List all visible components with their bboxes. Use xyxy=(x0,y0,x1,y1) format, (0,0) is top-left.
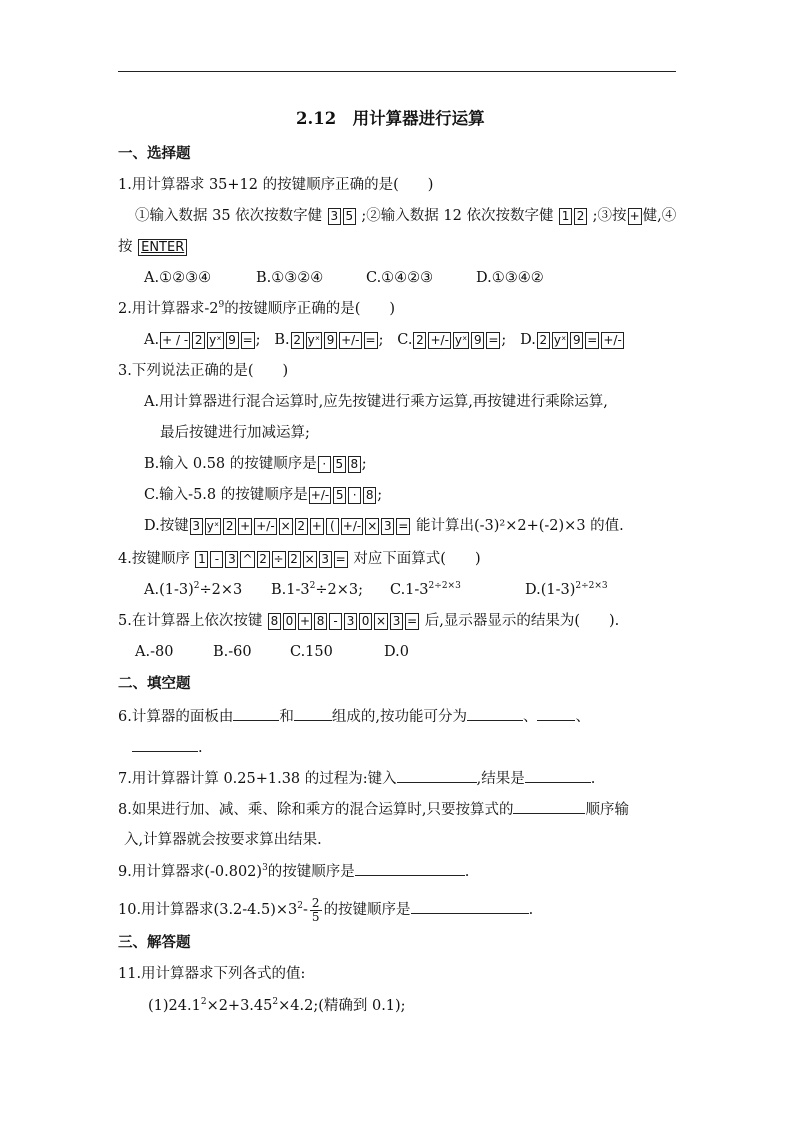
calculator-key: · xyxy=(318,456,331,473)
calculator-key: - xyxy=(329,613,342,630)
q3-option-c-keys xyxy=(308,487,377,503)
enter-key: ENTER xyxy=(138,239,187,256)
q10-text: . xyxy=(528,902,534,918)
answer-blank[interactable] xyxy=(525,768,591,783)
exponent: 2÷2×3 xyxy=(575,581,608,591)
fraction-denominator: 5 xyxy=(311,909,320,924)
calculator-key: +/- xyxy=(256,518,275,533)
q6-text: 组成的,按功能可分为 xyxy=(331,709,467,725)
answer-blank[interactable] xyxy=(467,706,523,721)
q3-option-d xyxy=(144,516,624,536)
calculator-key: × xyxy=(376,613,387,628)
q2-options xyxy=(144,330,625,350)
answer-blank[interactable] xyxy=(355,861,465,876)
q4-text: A.(1-3) xyxy=(144,582,194,598)
calculator-key: = xyxy=(398,518,409,533)
q10-text: 的按键顺序是 xyxy=(323,902,411,918)
q8-text: 顺序输 xyxy=(585,802,629,818)
q4-text: C.1-3 xyxy=(390,582,429,598)
q5-text: 后,显示器显示的结果为( ). xyxy=(424,613,620,629)
calculator-key: 8 xyxy=(348,456,361,473)
q3-option-a: A.用计算器进行混合运算时,应先按键进行乘方运算,再按键进行乘除运算, xyxy=(144,394,608,410)
q3-option-b xyxy=(144,454,367,474)
exponent: 2 xyxy=(193,581,200,591)
q3-stem: 3.下列说法正确的是( ) xyxy=(118,363,289,379)
q11-text: (1)24.1 xyxy=(148,998,201,1014)
q5-stem xyxy=(118,611,619,631)
exponent: 2 xyxy=(200,997,207,1007)
q9-text: . xyxy=(464,864,470,880)
q6-text: 和 xyxy=(279,709,294,725)
q7-text: . xyxy=(590,771,596,787)
calculator-key: 0 xyxy=(283,613,296,630)
calculator-key: 0 xyxy=(359,613,372,630)
calculator-key: 8 xyxy=(268,613,281,630)
calculator-key: 9 xyxy=(324,332,337,349)
q5-option-a: A.-80 xyxy=(135,644,174,660)
q5-text: 5.在计算器上依次按键 xyxy=(118,613,263,629)
calculator-key: 5 xyxy=(333,456,346,473)
key: 3 xyxy=(328,208,341,225)
q2-option-label: B. xyxy=(274,332,290,348)
calculator-key: yˣ xyxy=(454,332,468,347)
calculator-key: yˣ xyxy=(307,332,321,347)
q4-option-b xyxy=(271,580,363,600)
header-rule xyxy=(118,71,676,72)
q2-text: 的按键顺序正确的是( ) xyxy=(224,301,396,317)
exponent: 2 xyxy=(272,997,279,1007)
exponent: 3 xyxy=(262,863,268,873)
q4-text: 对应下面算式( ) xyxy=(353,551,481,567)
q6-text: . xyxy=(198,740,203,756)
q1-option-c: C.①④②③ xyxy=(366,270,434,286)
exponent: 2÷2×3 xyxy=(428,581,461,591)
calculator-key: 3 xyxy=(344,613,357,630)
calculator-key: 3 xyxy=(319,551,332,568)
q4-option-d xyxy=(525,580,608,600)
q1-text: 按 xyxy=(118,239,133,255)
q2-text: 2.用计算器求-2 xyxy=(118,301,219,317)
separator: ; xyxy=(501,332,507,348)
answer-blank[interactable] xyxy=(397,768,477,783)
q1-text: 健,④ xyxy=(642,208,677,224)
calculator-key: = xyxy=(365,332,376,347)
separator: ; xyxy=(377,487,383,503)
q1-text: ①输入数据 35 依次按数字健 xyxy=(135,208,323,224)
exponent: 9 xyxy=(218,300,225,310)
exponent: 2 xyxy=(309,581,316,591)
q1-procedure-cont xyxy=(118,237,188,257)
q9-text: 的按键顺序是 xyxy=(267,864,355,880)
q1-text: ;③按 xyxy=(592,208,627,224)
q4-text: 4.按键顺序 xyxy=(118,551,190,567)
calculator-key: +/- xyxy=(341,332,360,347)
q2-stem xyxy=(118,299,395,319)
calculator-key: 1 xyxy=(195,551,208,568)
calculator-key: 2 xyxy=(295,518,308,535)
q9 xyxy=(118,861,469,882)
calculator-key: 5 xyxy=(333,487,346,504)
q3-option-d-keys xyxy=(189,518,412,534)
q1-text: ;②输入数据 12 依次按数字健 xyxy=(361,208,554,224)
q4-text: B.1-3 xyxy=(271,582,310,598)
q6-text: 、 xyxy=(522,709,538,725)
q10 xyxy=(118,895,533,925)
calculator-key: × xyxy=(367,518,378,533)
q2-option-label: C. xyxy=(397,332,413,348)
separator: ; xyxy=(378,332,384,348)
calculator-key: 2 xyxy=(288,551,301,568)
calculator-key: - xyxy=(210,551,223,568)
calculator-key: +/- xyxy=(310,487,330,502)
q11-text: ×4.2;(精确到 0.1); xyxy=(278,998,406,1014)
q2-option-a-keys xyxy=(159,332,256,348)
calculator-key: 3 xyxy=(381,518,394,535)
key: + xyxy=(629,208,640,223)
q2-option-label: A. xyxy=(144,332,160,348)
q8-text: 8.如果进行加、减、乘、除和乘方的混合运算时,只要按算式的 xyxy=(118,802,514,818)
q1-option-b: B.①③②④ xyxy=(256,270,324,286)
calculator-key: 2 xyxy=(537,332,550,349)
q3-option-c xyxy=(144,485,382,505)
section-heading-choice: 一、选择题 xyxy=(118,145,191,162)
q3-text: D.按键 xyxy=(144,518,189,534)
calculator-key: 2 xyxy=(192,332,205,349)
q3-text: B.输入 0.58 的按键顺序是 xyxy=(144,456,317,472)
fraction-numerator: 2 xyxy=(311,895,320,910)
q6-text: 6.计算器的面板由 xyxy=(118,709,234,725)
q4-stem xyxy=(118,549,481,569)
q3-text: C.输入-5.8 的按键顺序是 xyxy=(144,487,308,503)
calculator-key: 3 xyxy=(390,613,403,630)
calculator-key: + xyxy=(299,613,311,628)
calculator-key: +/- xyxy=(603,332,622,347)
calculator-key: 8 xyxy=(363,487,376,504)
calculator-key: 9 xyxy=(226,332,239,349)
q3-option-a-cont: 最后按键进行加减运算; xyxy=(160,425,310,441)
calculator-key: 3 xyxy=(190,518,203,535)
q2-option-b-keys xyxy=(290,332,379,348)
calculator-key: yˣ xyxy=(553,332,567,347)
q4-text: ÷2×3 xyxy=(199,582,243,598)
q10-text: - xyxy=(303,902,308,918)
calculator-key: ÷ xyxy=(273,551,284,566)
q1-option-d: D.①③④② xyxy=(476,270,544,286)
calculator-key: + xyxy=(311,518,322,533)
q3-text: 能计算出(-3)²×2+(-2)×3 的值. xyxy=(415,518,624,534)
q2-option-c-keys xyxy=(412,332,501,348)
section-heading-fill: 二、填空题 xyxy=(118,675,191,692)
q11-text: ×2+3.45 xyxy=(206,998,273,1014)
q1-stem: 1.用计算器求 35+12 的按键顺序正确的是( ) xyxy=(118,177,434,193)
q7-text: ,结果是 xyxy=(476,771,525,787)
calculator-key: = xyxy=(587,332,598,347)
calculator-key: 2 xyxy=(413,332,426,349)
calculator-key: yˣ xyxy=(209,332,222,347)
calculator-key: = xyxy=(488,332,499,347)
key: 1 xyxy=(559,208,572,225)
q1-option-a: A.①②③④ xyxy=(144,270,212,286)
q11-part1 xyxy=(148,996,406,1016)
answer-blank[interactable] xyxy=(132,737,198,752)
calculator-key: 3 xyxy=(225,551,238,568)
q6-cont xyxy=(132,737,203,758)
separator: ; xyxy=(361,456,367,472)
q10-text: 10.用计算器求(3.2-4.5)×3 xyxy=(118,902,298,918)
calculator-key: = xyxy=(242,332,253,347)
calculator-key: · xyxy=(348,487,361,504)
q4-option-a xyxy=(144,580,242,600)
calculator-key: = xyxy=(407,613,418,628)
calculator-key: 2 xyxy=(291,332,304,349)
page-title: 2.12 用计算器进行运算 xyxy=(296,109,485,128)
calculator-key: 2 xyxy=(223,518,236,535)
q4-keys xyxy=(194,551,348,567)
answer-blank[interactable] xyxy=(411,899,529,914)
calculator-key: 9 xyxy=(471,332,484,349)
q5-option-d: D.0 xyxy=(384,644,409,660)
q3-option-b-keys xyxy=(317,456,362,472)
calculator-key: yˣ xyxy=(206,518,220,533)
exponent: 2 xyxy=(297,901,304,911)
q8 xyxy=(118,799,629,820)
q2-option-d-keys xyxy=(536,332,625,348)
q5-option-b: B.-60 xyxy=(213,644,252,660)
q5-keys xyxy=(267,613,420,629)
q4-text: D.(1-3) xyxy=(525,582,576,598)
calculator-key: +/- xyxy=(342,518,362,533)
q4-option-c xyxy=(390,580,461,600)
calculator-key: ^ xyxy=(242,551,253,566)
answer-blank[interactable] xyxy=(537,706,575,721)
fraction xyxy=(310,897,322,924)
q6-text: 、 xyxy=(575,709,590,725)
key: 5 xyxy=(343,208,356,225)
calculator-key: 9 xyxy=(570,332,583,349)
answer-blank[interactable] xyxy=(233,706,279,721)
calculator-key: +/- xyxy=(430,332,449,347)
calculator-key: ( xyxy=(326,518,339,535)
q7 xyxy=(118,768,595,789)
answer-blank[interactable] xyxy=(513,799,585,814)
calculator-key: 8 xyxy=(314,613,327,630)
calculator-key: 2 xyxy=(257,551,270,568)
key: 2 xyxy=(574,208,587,225)
calculator-key: × xyxy=(280,518,291,533)
calculator-key: + / - xyxy=(162,332,189,347)
separator: ; xyxy=(255,332,261,348)
q11-stem: 11.用计算器求下列各式的值: xyxy=(118,966,306,982)
q6 xyxy=(118,706,590,727)
calculator-key: + xyxy=(240,518,251,533)
q4-text: ÷2×3; xyxy=(315,582,363,598)
q1-procedure xyxy=(135,206,676,226)
answer-blank[interactable] xyxy=(294,706,332,721)
q5-option-c: C.150 xyxy=(290,644,333,660)
q9-text: 9.用计算器求(-0.802) xyxy=(118,864,263,880)
calculator-key: = xyxy=(335,551,346,566)
calculator-key: × xyxy=(304,551,315,566)
q7-text: 7.用计算器计算 0.25+1.38 的过程为:键入 xyxy=(118,771,397,787)
q2-option-label: D. xyxy=(520,332,536,348)
section-heading-solve: 三、解答题 xyxy=(118,934,191,951)
q8-cont: 入,计算器就会按要求算出结果. xyxy=(124,832,322,848)
